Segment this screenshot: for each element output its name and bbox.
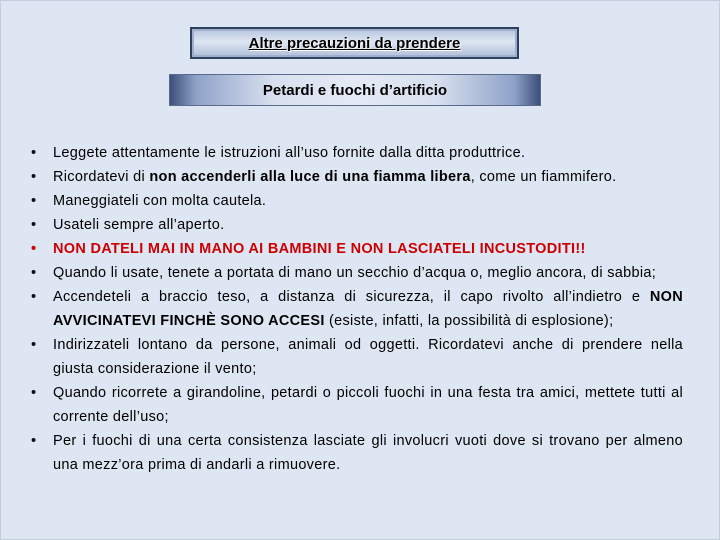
- item-text: NON DATELI MAI IN MANO AI BAMBINI E NON LASCIATELI INCUSTODITI!!: [53, 241, 586, 257]
- item-text: Usateli sempre all’aperto.: [53, 217, 225, 233]
- bullet-icon: •: [31, 241, 37, 257]
- item-emphasis: NON AVVICINATEVI FINCHÈ SONO ACCESI: [53, 289, 683, 329]
- list-item: [31, 381, 683, 429]
- bullet-icon: •: [31, 385, 37, 401]
- item-text: (esiste, infatti, la possibilità di esplosione);: [324, 313, 614, 329]
- bullet-icon: •: [31, 289, 37, 305]
- list-item: [31, 141, 683, 165]
- list-item: [31, 189, 683, 213]
- bullet-icon: •: [31, 217, 37, 233]
- slide-title: Altre precauzioni da prendere: [248, 34, 461, 52]
- list-item: [31, 333, 683, 381]
- item-text: Indirizzateli lontano da persone, animali od oggetti. Ricordatevi anche di prendere nella giusta considerazione il vento;: [53, 337, 683, 377]
- list-item: [31, 285, 683, 333]
- precautions-list: [31, 141, 683, 477]
- item-text: Per i fuochi di una certa consistenza lasciate gli involucri vuoti dove si trovano per almeno una mezz’ora prima di andarli a rimuovere.: [53, 433, 683, 473]
- bullet-icon: •: [31, 433, 37, 449]
- item-text: Leggete attentamente le istruzioni all’uso fornite dalla ditta produttrice.: [53, 145, 526, 161]
- subtitle-box: [169, 74, 541, 106]
- slide-subtitle: Petardi e fuochi d’artificio: [262, 81, 448, 99]
- item-text: Ricordatevi di: [53, 169, 150, 185]
- item-text: Quando li usate, tenete a portata di mano un secchio d’acqua o, meglio ancora, di sabbia;: [53, 265, 657, 281]
- list-item: [31, 429, 683, 477]
- bullet-icon: •: [31, 265, 37, 281]
- bullet-icon: •: [31, 169, 37, 185]
- item-emphasis: non accenderli alla luce di una fiamma libera: [149, 169, 471, 185]
- item-text: Maneggiateli con molta cautela.: [53, 193, 267, 209]
- list-item: [31, 261, 683, 285]
- list-item: [31, 165, 683, 189]
- bullet-icon: •: [31, 145, 37, 161]
- list-item-warning: [31, 237, 683, 261]
- item-text: Accendeteli a braccio teso, a distanza di sicurezza, il capo rivolto all’indietro e: [53, 289, 650, 305]
- title-box: [190, 27, 519, 59]
- bullet-icon: •: [31, 337, 37, 353]
- bullet-icon: •: [31, 193, 37, 209]
- item-text: , come un fiammifero.: [470, 169, 617, 185]
- item-text: Quando ricorrete a girandoline, petardi o piccoli fuochi in una festa tra amici, mettete tutti al corrente dell’uso;: [53, 385, 683, 425]
- list-item: [31, 213, 683, 237]
